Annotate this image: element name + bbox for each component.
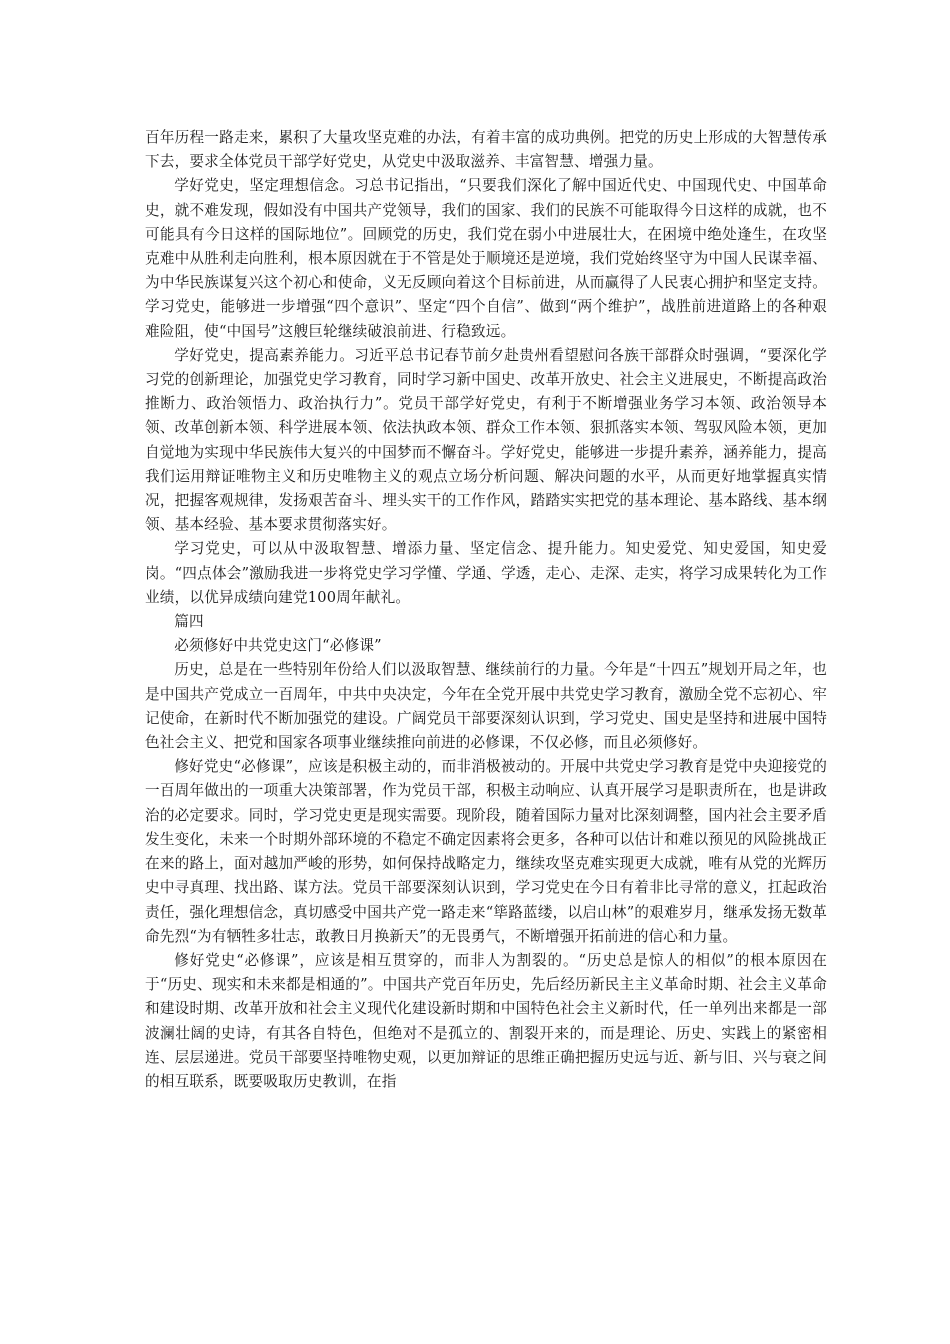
section-title: 必须修好中共党史这门“必修课” [174, 637, 382, 655]
section-label: 篇四 [174, 613, 204, 631]
paragraph-connected: 修好党史“必修课”，应该是相互贯穿的，而非人为割裂的。“历史总是惊人的相似”的根本原因在于“历史、现实和未来都是相通的”。中国共产党百年历史，先后经历新民主主义革命时期、社会主义革命和建设时期、改革开放和社会主义现代化建设新时期和中国特色社会主义新时代，任一单列出来都是一部波澜壮阔的史诗，有其各自特色，但绝对不是孤立的、割裂开来的，而是理论、历史、实践上的紧密相连、层层递进。党员干部要坚持唯物史观，以更加辩证的思维正确把握历史远与近、新与旧、兴与衰之间的相互联系，既要吸取历史教训，在指 [145, 951, 827, 1090]
paragraph-ideals: 学好党史，坚定理想信念。习总书记指出，“只要我们深化了解中国近代史、中国现代史、中国革命史，就不难发现，假如没有中国共产党领导，我们的国家、我们的民族不可能取得今日这样的成就，也不可能具有今日这样的国际地位”。回顾党的历史，我们党在弱小中进展壮大，在困境中绝处逢生，在攻坚克难中从胜利走向胜利，根本原因就在于不管是处于顺境还是逆境，我们党始终坚守为中国人民谋幸福、为中华民族谋复兴这个初心和使命，义无反顾向着这个目标前进，从而赢得了人民衷心拥护和坚定支持。学习党史，能够进一步增强“四个意识”、坚定“四个自信”、做到“两个维护”，战胜前进道路上的各种艰难险阻，使“中国号”这艘巨轮继续破浪前进、行稳致远。 [145, 177, 827, 340]
paragraph-proactive: 修好党史“必修课”，应该是积极主动的，而非消极被动的。开展中共党史学习教育是党中央迎接党的一百周年做出的一项重大决策部署，作为党员干部，积极主动响应、认真开展学习是职责所在，也是讲政治的必定要求。同时，学习党史更是现实需要。现阶段，随着国际力量对比深刻调整，国内社会主要矛盾发生变化，未来一个时期外部环境的不稳定不确定因素将会更多，各种可以估计和难以预见的风险挑战正在来的路上，面对越加严峻的形势，如何保持战略定力，继续攻坚克难实现更大成就，唯有从党的光辉历史中寻真理、找出路、谋方法。党员干部要深刻认识到，学习党史在今日有着非比寻常的意义，扛起政治责任，强化理想信念，真切感受中国共产党一路走来“筚路蓝缕，以启山林”的艰难岁月，继承发扬无数革命先烈“为有牺牲多壮志，敢教日月换新天”的无畏勇气，不断增强开拓前进的信心和力量。 [145, 758, 827, 945]
document-body [145, 126, 827, 1094]
paragraph-abilities: 学好党史，提高素养能力。习近平总书记春节前夕赴贵州看望慰问各族干部群众时强调，“要深化学习党的创新理论，加强党史学习教育，同时学习新中国史、改革开放史、社会主义进展史，不断提高政治推断力、政治领悟力、政治执行力”。党员干部学好党史，有利于不断增强业务学习本领、政治领导本领、改革创新本领、科学进展本领、依法执政本领、群众工作本领、狠抓落实本领、驾驭风险本领，更加自觉地为实现中华民族伟大复兴的中国梦而不懈奋斗。学好党史，能够进一步提升素养，涵养能力，提高我们运用辩证唯物主义和历史唯物主义的观点立场分析问题、解决问题的水平，从而更好地掌握真实情况，把握客观规律，发扬艰苦奋斗、埋头实干的工作作风，踏踏实实把党的基本理论、基本路线、基本纲领、基本经验、基本要求贯彻落实好。 [145, 346, 827, 534]
paragraph-history-intro: 历史，总是在一些特别年份给人们以汲取智慧、继续前行的力量。今年是“十四五”规划开局之年，也是中国共产党成立一百周年，中共中央决定，今年在全党开展中共党史学习教育，激励全党不忘初心、牢记使命，在新时代不断加强党的建设。广阔党员干部要深刻认识到，学习党史、国史是坚持和进展中国特色社会主义、把党和国家各项事业继续推向前进的必修课，不仅必修，而且必须修好。 [145, 661, 827, 752]
paragraph-continuation: 百年历程一路走来，累积了大量攻坚克难的办法，有着丰富的成功典例。把党的历史上形成的大智慧传承下去，要求全体党员干部学好党史，从党史中汲取滋养、丰富智慧、增强力量。 [145, 129, 827, 171]
paragraph-summary: 学习党史，可以从中汲取智慧、增添力量、坚定信念、提升能力。知史爱党、知史爱国，知史爱岗。“四点体会”激励我进一步将党史学习学懂、学通、学透，走心、走深、走实，将学习成果转化为工作业绩，以优异成绩向建党100周年献礼。 [145, 540, 827, 606]
